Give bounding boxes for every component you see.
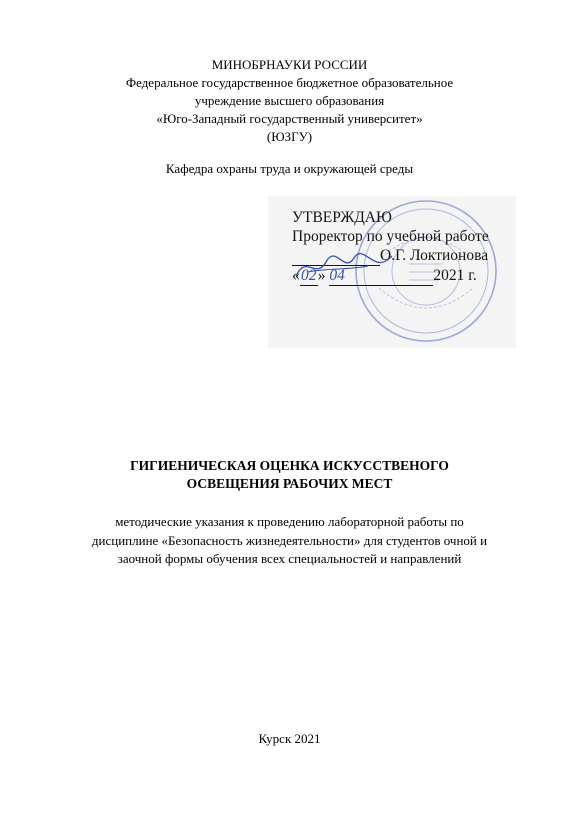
title-line-1: ГИГИЕНИЧЕСКАЯ ОЦЕНКА ИСКУССТВЕНОГО [130,458,449,473]
university-abbreviation: (ЮЗГУ) [266,129,313,144]
ministry-name: МИНОБРНАУКИ РОССИИ [211,57,368,72]
approval-stamp-block [268,196,516,348]
approval-date: «02» 04 2021 г. [292,267,477,284]
document-title [0,457,579,493]
approve-label: УТВЕРЖДАЮ [292,209,392,226]
document-description [0,513,579,569]
city-and-year: Курск 2021 [258,731,321,746]
department-name: Кафедра охраны труда и окружающей среды [165,161,414,176]
institution-type-line: Федеральное государственное бюджетное образовательное [125,75,454,90]
title-line-2: ОСВЕЩЕНИЯ РАБОЧИХ МЕСТ [186,476,393,491]
approver-name: О.Г. Локтионова [380,247,489,264]
description-line-2: дисциплине «Безопасность жизнедеятельности» для студентов очной и [91,532,488,548]
approval-month: 04 [329,266,433,286]
institution-type-line-2: учреждение высшего образования [194,93,385,108]
description-line-1: методические указания к проведению лабораторной работы по [115,514,464,529]
handwritten-signature [288,246,398,286]
description-line-3: заочной формы обучения всех специальностей и направлений [117,551,462,566]
approver-position: Проректор по учебной работе [292,228,489,245]
university-name: «Юго-Западный государственный университет» [156,111,423,126]
approval-day: 02 [301,267,317,284]
approval-year: 2021 г. [433,267,477,284]
institution-header [0,56,579,146]
